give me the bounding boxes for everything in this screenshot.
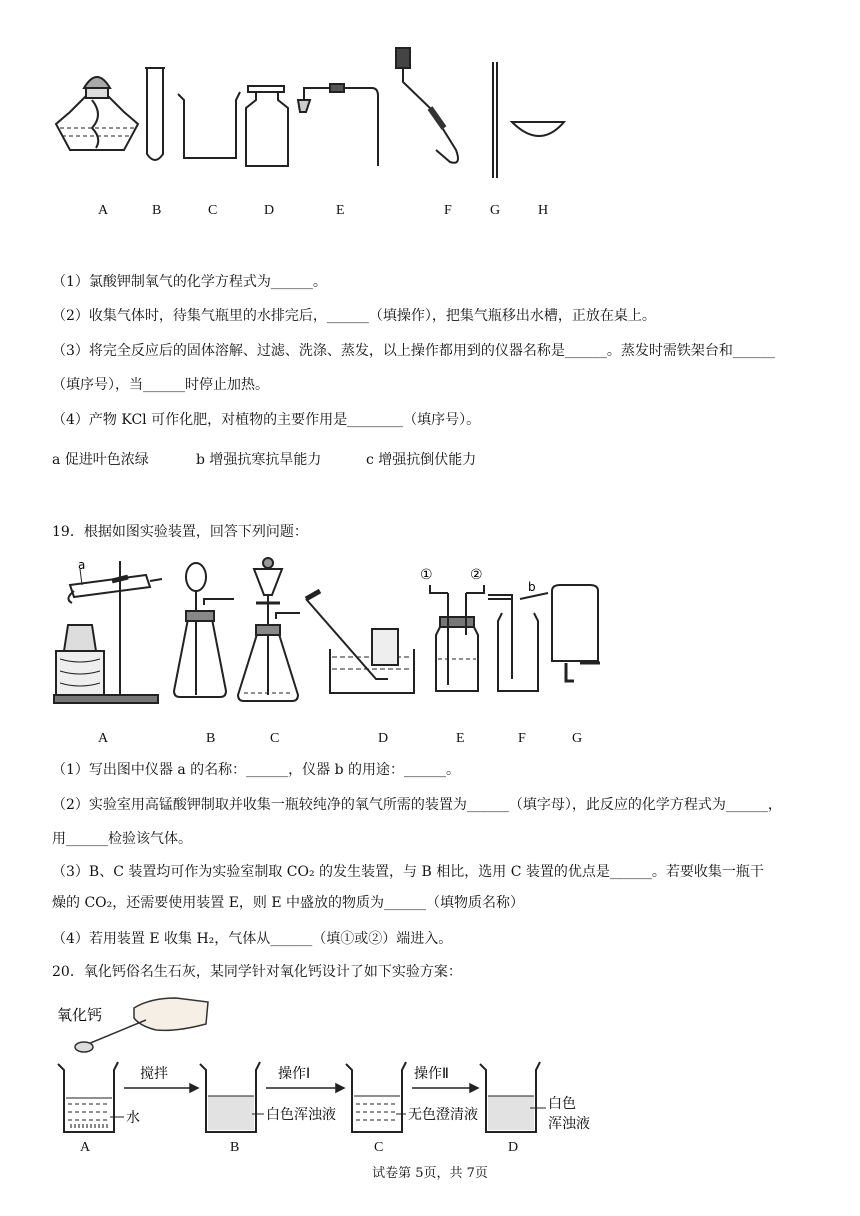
step-label-1: 搅拌 xyxy=(140,1066,168,1082)
setup-g-drawing xyxy=(520,585,600,681)
step-label-3: 操作Ⅱ xyxy=(414,1066,449,1082)
marker-port-1: ① xyxy=(420,567,433,583)
marker-a: a xyxy=(78,558,86,572)
q19-line-6: （4）若用装置 E 收集 H₂，气体从______（填①或②）端进入。 xyxy=(52,931,453,947)
j-tube-drawing xyxy=(396,48,458,163)
q18-option-a: a 促进叶色浓绿 xyxy=(52,452,149,468)
q19-line-4: （3）B、C 装置均可作为实验室制取 CO₂ 的发生装置，与 B 相比，选用 C 装置的优点是______。若要收集一瓶干 xyxy=(52,864,764,880)
page-footer: 试卷第 5页，共 7页 xyxy=(372,1166,488,1181)
q19-line-2: （2）实验室用高锰酸钾制取并收集一瓶较纯净的氧气所需的装置为______（填字母），此反应的化学方程式为______， xyxy=(52,797,782,813)
reagent-label: 氧化钙 xyxy=(57,1006,103,1024)
test-tube-drawing xyxy=(145,68,165,160)
liquid-label-c: 无色澄清液 xyxy=(408,1107,478,1123)
bent-tube-drawing xyxy=(298,84,378,166)
figure1-label-e: E xyxy=(336,203,345,218)
setup-f-drawing xyxy=(488,595,538,691)
q19-line-3: 用______检验该气体。 xyxy=(52,831,192,847)
figure2-label-f: F xyxy=(518,731,526,746)
liquid-label-d-line-1: 白色 xyxy=(548,1096,576,1112)
beaker-b-drawing xyxy=(200,1062,260,1132)
q20-title: 20．氧化钙俗名生石灰，某同学针对氧化钙设计了如下实验方案： xyxy=(52,964,462,980)
apparatus-figure-1 xyxy=(0,0,860,200)
setup-a-drawing xyxy=(54,561,162,703)
liquid-label-water: 水 xyxy=(126,1110,140,1126)
figure2-label-b: B xyxy=(206,731,216,746)
marker-b: b xyxy=(528,580,536,594)
evaporating-dish-drawing xyxy=(512,122,564,136)
marker-port-2: ② xyxy=(470,567,483,583)
apparatus-figure-2 xyxy=(0,555,860,720)
q18-line-3: （3）将完全反应后的固体溶解、过滤、洗涤、蒸发，以上操作都用到的仪器名称是______。蒸发时需铁架台和______ xyxy=(52,343,775,359)
figure2-label-d: D xyxy=(378,731,389,746)
figure1-label-f: F xyxy=(444,203,452,218)
q18-option-c: c 增强抗倒伏能力 xyxy=(366,452,477,468)
beaker-c-drawing xyxy=(346,1062,406,1132)
figure3-label-b: B xyxy=(230,1140,240,1155)
figure1-label-a: A xyxy=(98,203,109,218)
glass-rod-drawing xyxy=(493,62,497,178)
figure3-label-c: C xyxy=(374,1140,384,1155)
beaker-a-drawing xyxy=(58,1062,118,1132)
figure1-label-h: H xyxy=(538,203,549,218)
setup-e-drawing xyxy=(430,585,484,691)
q19-line-1: （1）写出图中仪器 a 的名称：______，仪器 b 的用途：______。 xyxy=(52,762,461,778)
figure2-label-a: A xyxy=(98,731,109,746)
step-label-2: 操作Ⅰ xyxy=(278,1066,311,1082)
q19-title: 19．根据如图实验装置，回答下列问题： xyxy=(52,524,308,540)
figure2-label-c: C xyxy=(270,731,280,746)
figure2-label-g: G xyxy=(572,731,583,746)
q18-option-b: b 增强抗寒抗旱能力 xyxy=(196,452,322,468)
arrows-drawing xyxy=(124,1084,478,1092)
experiment-figure-3 xyxy=(0,990,860,1140)
liquid-label-d-line-2: 浑浊液 xyxy=(548,1116,590,1132)
figure3-label-a: A xyxy=(80,1140,91,1155)
setup-b-drawing xyxy=(174,563,234,697)
q18-line-1: （1）氯酸钾制氧气的化学方程式为______。 xyxy=(52,274,327,290)
figure1-label-c: C xyxy=(208,203,218,218)
q18-line-5: （4）产物 KCl 可作化肥，对植物的主要作用是________（填序号）。 xyxy=(52,412,481,428)
figure1-label-b: B xyxy=(152,203,162,218)
q19-line-5: 燥的 CO₂，还需要使用装置 E，则 E 中盛放的物质为______（填物质名称） xyxy=(52,895,525,911)
beaker-drawing xyxy=(178,92,240,158)
figure3-label-d: D xyxy=(508,1140,519,1155)
figure1-label-g: G xyxy=(490,203,501,218)
beaker-d-drawing xyxy=(480,1062,540,1132)
figure2-label-e: E xyxy=(456,731,465,746)
q18-line-2: （2）收集气体时，待集气瓶里的水排完后，______（填操作），把集气瓶移出水槽，正放在桌上。 xyxy=(52,308,656,324)
setup-c-drawing xyxy=(238,558,300,701)
liquid-label-b: 白色浑浊液 xyxy=(266,1107,336,1123)
setup-d-drawing xyxy=(306,591,414,693)
gas-bottle-drawing xyxy=(246,86,288,166)
alcohol-lamp-drawing xyxy=(56,77,138,150)
q18-line-4: （填序号），当______时停止加热。 xyxy=(52,377,269,393)
figure1-label-d: D xyxy=(264,203,275,218)
